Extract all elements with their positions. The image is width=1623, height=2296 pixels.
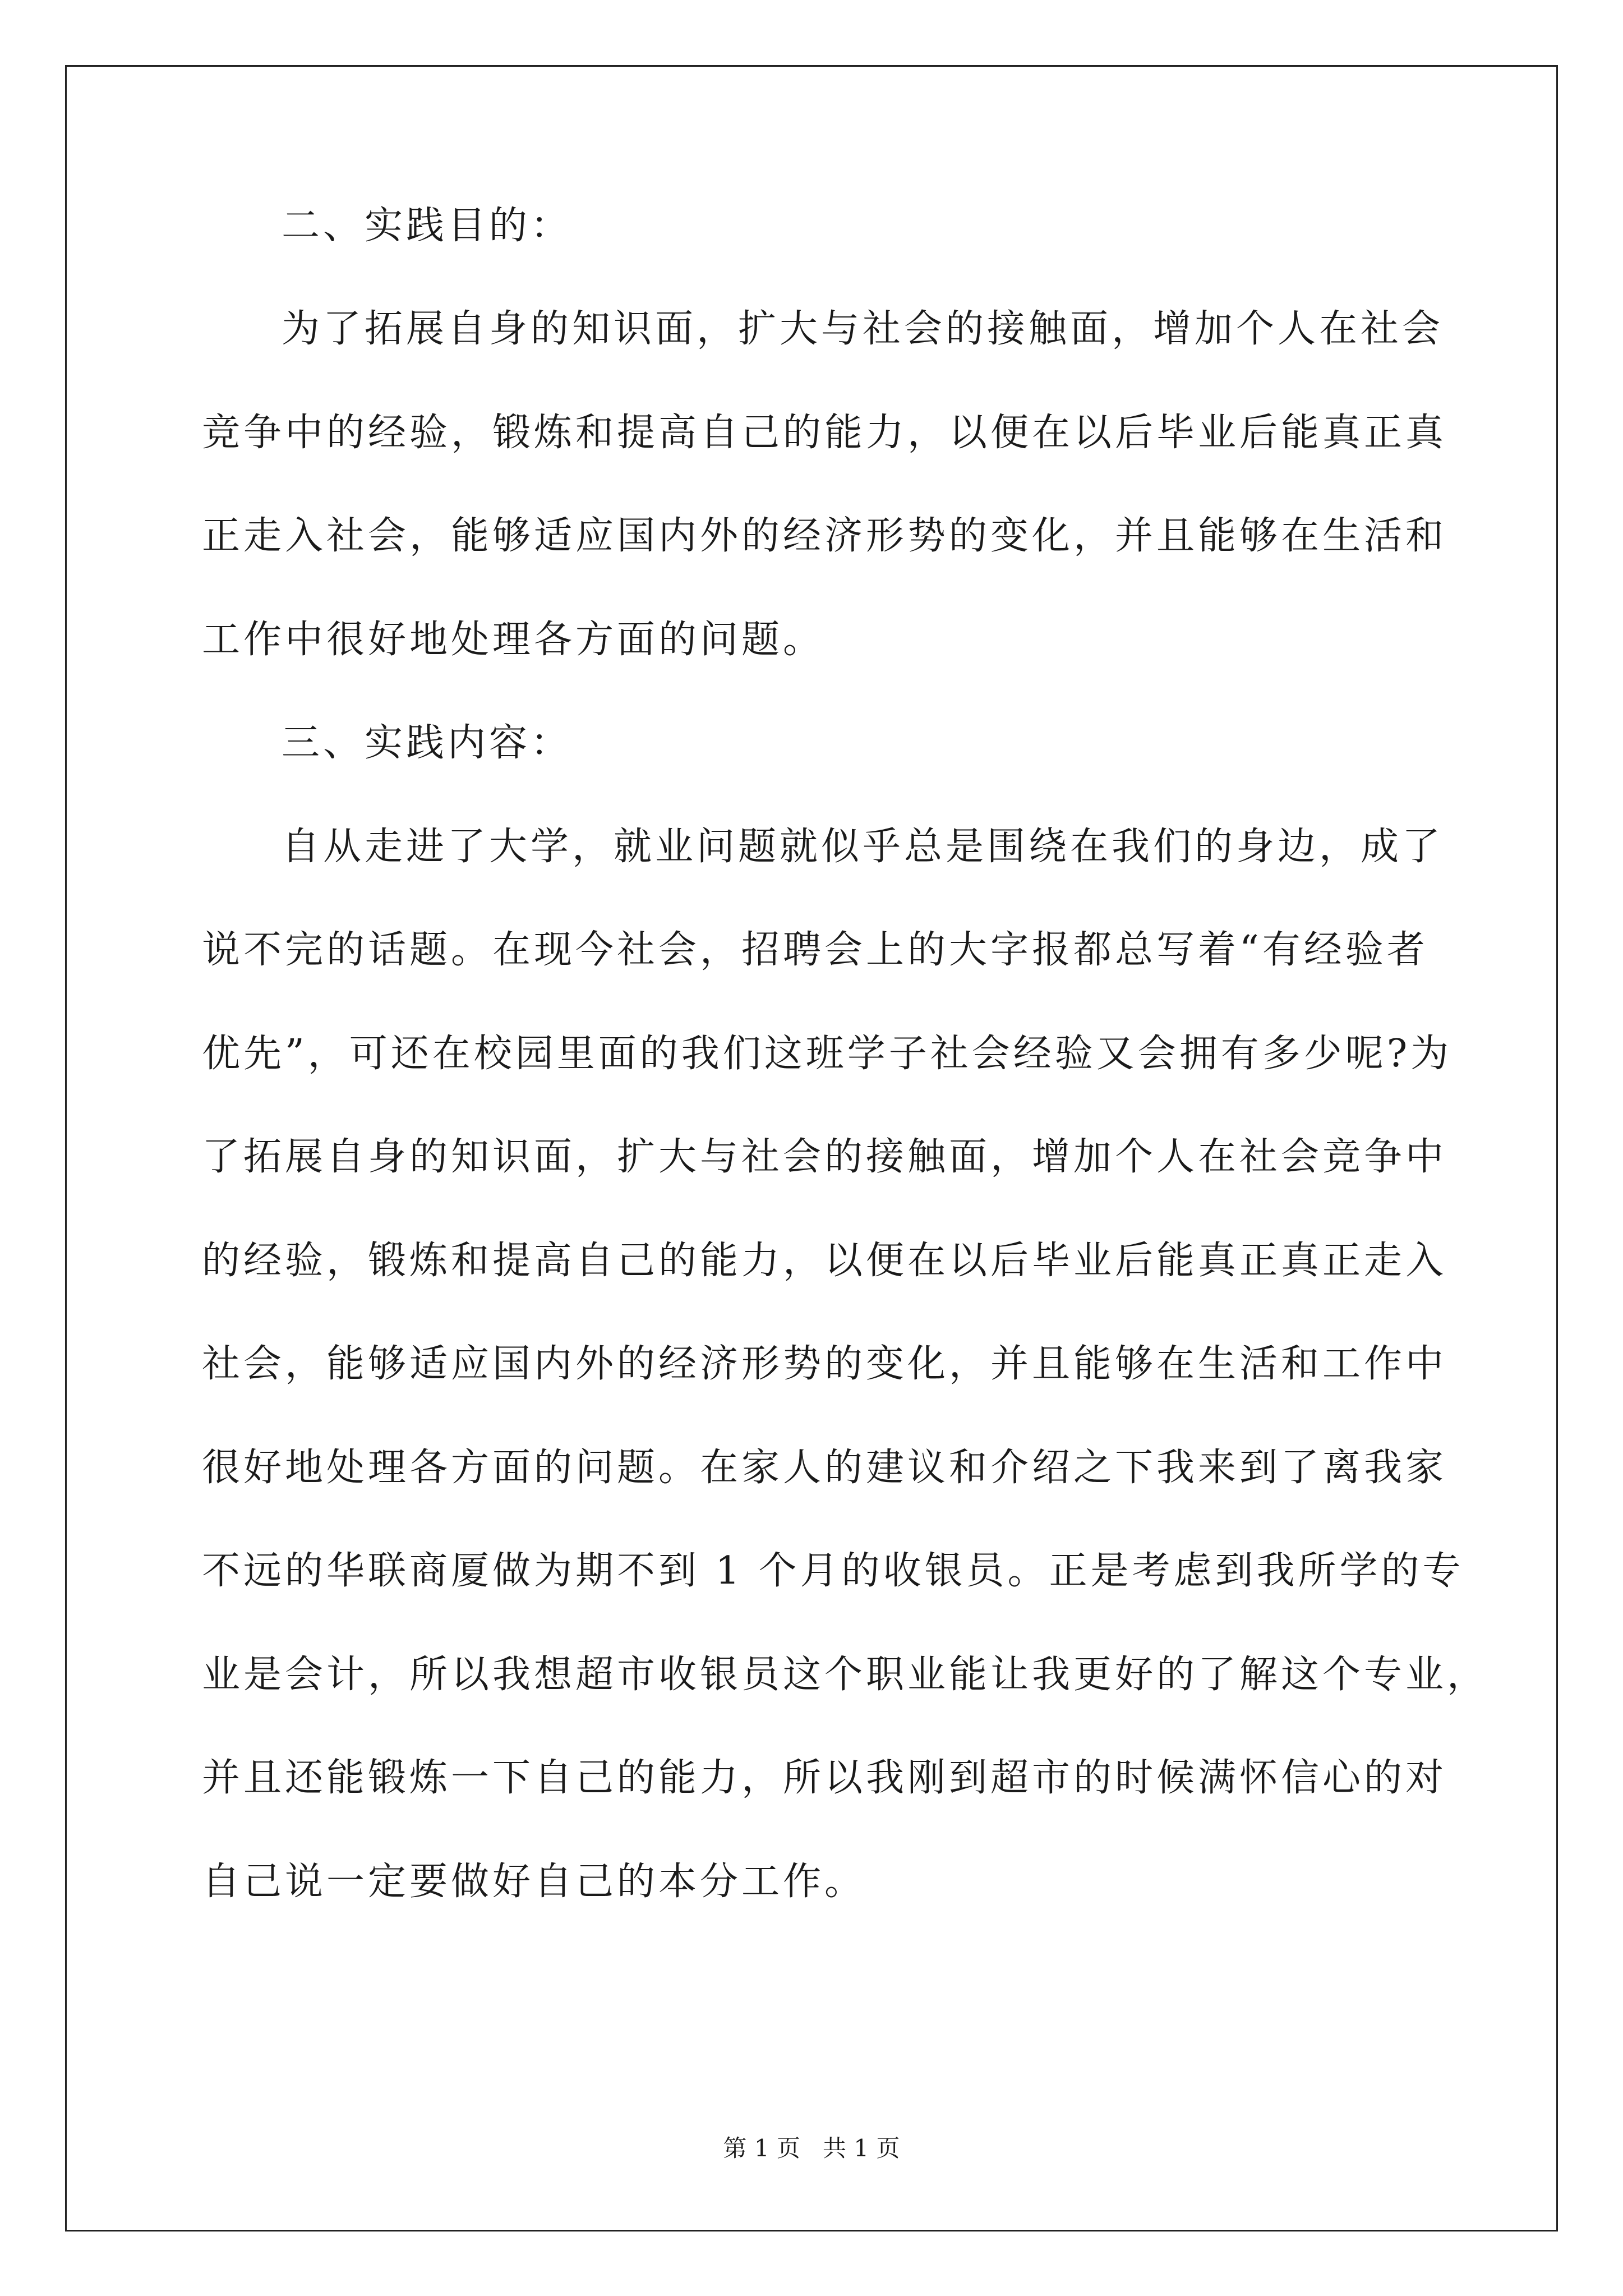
paragraph-line: 工作中很好地处理各方面的问题。 [202,618,825,662]
paragraph-line: 的经验，锻炼和提高自己的能力，以便在以后毕业后能真正真正走入 [202,1239,1447,1283]
paragraph-line: 说不完的话题。在现今社会，招聘会上的大字报都总写着“有经验者 [202,928,1428,972]
paragraph-line: 为了拓展自身的知识面，扩大与社会的接触面，增加个人在社会 [282,307,1444,351]
page-number-footer: 第 1 页 共 1 页 [723,2134,900,2162]
paragraph-line: 自己说一定要做好自己的本分工作。 [202,1860,866,1904]
paragraph-line: 社会，能够适应国内外的经济形势的变化，并且能够在生活和工作中 [202,1342,1447,1386]
section-heading-purpose: 二、实践目的： [282,204,573,248]
paragraph-line: 业是会计，所以我想超市收银员这个职业能让我更好的了解这个专业， [202,1653,1489,1697]
paragraph-line: 很好地处理各方面的问题。在家人的建议和介绍之下我来到了离我家 [202,1446,1447,1490]
paragraph-line: 竞争中的经验，锻炼和提高自己的能力，以便在以后毕业后能真正真 [202,411,1447,455]
paragraph-line: 不远的华联商厦做为期不到 1 个月的收银员。正是考虑到我所学的专 [202,1549,1464,1593]
paragraph-line: 并且还能锻炼一下自己的能力，所以我刚到超市的时候满怀信心的对 [202,1756,1447,1800]
paragraph-line: 自从走进了大学，就业问题就似乎总是围绕在我们的身边，成了 [282,825,1444,869]
section-heading-content: 三、实践内容： [282,721,573,765]
paragraph-line: 优先”，可还在校园里面的我们这班学子社会经验又会拥有多少呢?为 [202,1032,1453,1076]
paragraph-line: 了拓展自身的知识面，扩大与社会的接触面，增加个人在社会竞争中 [202,1135,1447,1179]
paragraph-line: 正走入社会，能够适应国内外的经济形势的变化，并且能够在生活和 [202,514,1447,558]
